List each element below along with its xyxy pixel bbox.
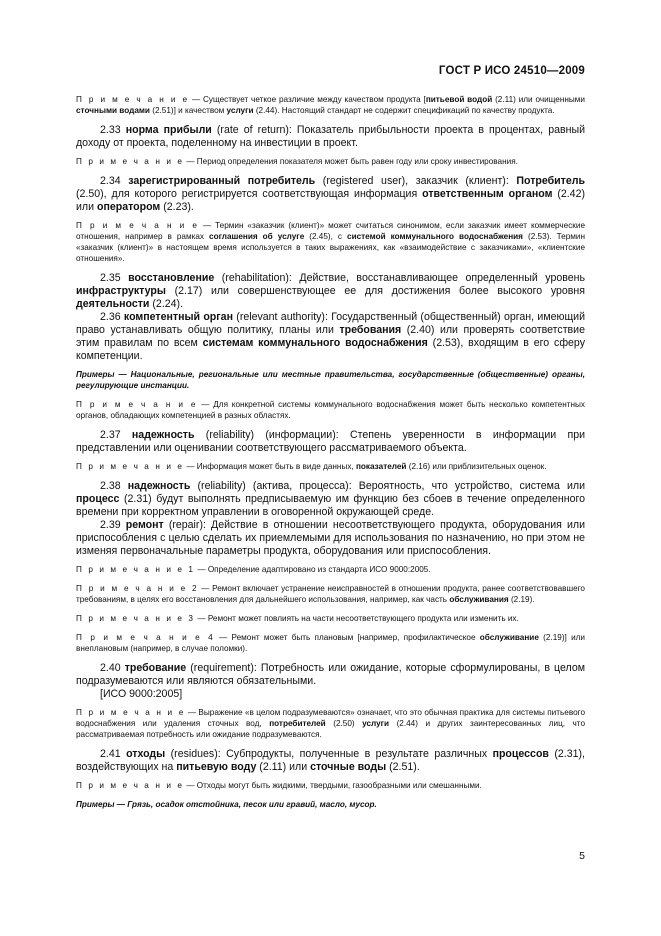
text-run: — Отходы могут быть жидкими, твердыми, газообразными или смешанными. — [184, 781, 482, 790]
text-run: (registered user), заказчик (клиент): — [315, 175, 517, 187]
term-definition — [76, 519, 585, 558]
text-run: (2.51)] и качеством — [149, 106, 227, 115]
note-paragraph — [76, 156, 585, 167]
text-run: — Ремонт может повлиять на части несоответствующего продукта или изменить их. — [195, 614, 519, 623]
bold-term: ответственным органом — [422, 188, 553, 200]
term-definition — [76, 124, 585, 150]
term-definition — [76, 662, 585, 688]
bold-term: обслуживания — [449, 595, 509, 604]
text-run: — Период определения показателя может быть равен году или сроку инвестирования. — [184, 157, 518, 166]
bold-term: отходы — [126, 748, 166, 760]
bold-term: услуги — [362, 719, 390, 728]
bold-term: процессов — [492, 748, 549, 760]
text-run: (2.11) или — [256, 761, 311, 773]
note-label: П р и м е ч а н и е 4 — [76, 633, 215, 642]
text-run: (requirement): Потребность или ожидание, которые сформулированы, в целом подразумеваются или являются обязательными. — [76, 662, 586, 687]
note-paragraph — [76, 632, 585, 654]
text-run: 2.33 — [100, 124, 126, 136]
note-paragraph — [76, 94, 585, 116]
term-definition — [76, 748, 585, 774]
text-run: — Определение адаптировано из стандарта ИСО 9000:2005. — [195, 565, 431, 574]
page-number: 5 — [579, 850, 585, 862]
bold-term: сточными водами — [76, 106, 150, 115]
examples-paragraph — [76, 369, 585, 391]
text-run: (2.16) или приблизительных оценок. — [406, 462, 547, 471]
bold-term: оператором — [96, 201, 161, 213]
text-run: (2.45), с — [304, 232, 348, 241]
bold-term: ремонт — [125, 519, 164, 531]
text-run: — Выражение «в целом подразумеваются» означает, что это обычная практика для системы питьевого водоснабжения или удаления сточных вод, — [76, 708, 585, 728]
bold-term: системой коммунального водоснабжения — [347, 232, 523, 241]
note-paragraph — [76, 780, 585, 791]
note-label: П р и м е ч а н и е — [76, 221, 200, 230]
text-run: (2.44) и других заинтересованных лиц, что рассматриваемая потребность или ожидание подразумеваются. — [76, 719, 585, 739]
text-run: (reliability) (актива, процесса): Вероятность, что устройство, система или — [190, 480, 586, 492]
note-paragraph — [76, 220, 585, 264]
term-definition — [76, 311, 585, 363]
bold-term: процесс — [76, 493, 120, 505]
text-run: 2.41 — [100, 748, 127, 760]
text-run: (2.24). — [149, 298, 184, 310]
text-run: 2.34 — [100, 175, 129, 187]
text-run: (residues): Субпродукты, полученные в результате различных — [165, 748, 493, 760]
note-paragraph — [76, 583, 585, 605]
text-run: 2.37 — [100, 429, 132, 441]
note-paragraph — [76, 613, 585, 624]
term-definition — [76, 429, 585, 455]
text-run: — Ремонт может быть плановым [например, профилактическое — [214, 633, 480, 642]
note-paragraph — [76, 461, 585, 472]
note-label: П р и м е ч а н и е — [76, 95, 190, 104]
text-run: (2.19). — [508, 595, 535, 604]
text-run: (rate of return): Показатель прибыльности проекта в процентах, равный доходу от проекта, поделенному на инвестиции в проект. — [76, 124, 586, 149]
text-run: — Ремонт включает устранение неисправностей в отношении продукта, ранее соответствовавшего требованиям, в целях его восстановления для дальнейшего использования, например, как часть — [76, 584, 585, 604]
bold-term: обслуживание — [479, 633, 539, 642]
text-run: (2.42) или — [76, 188, 585, 213]
bold-term: восстановление — [128, 272, 215, 284]
bold-term: питьевой водой — [425, 95, 493, 104]
note-label: П р и м е ч а н и е — [76, 400, 198, 409]
text-run: (2.44). Настоящий стандарт не содержит спецификаций по качеству продукта. — [253, 106, 555, 115]
bold-term: компетентный орган — [123, 311, 233, 323]
bold-term: системам коммунального водоснабжения — [202, 337, 428, 349]
text-run: (rehabilitation): Действие, восстанавливающее определенный уровень — [214, 272, 586, 284]
text-run: (2.19)] или внеплановым (например, в случае поломки). — [76, 633, 585, 653]
text-run: — Существует четкое различие между качеством продукта [ — [189, 95, 426, 104]
text-run: (2.17) или совершенствующее ее для достижения более высокого уровня — [165, 285, 585, 297]
text-run: 2.40 — [100, 662, 125, 674]
text-run: (2.53), входящим в его сферу компетенции. — [76, 337, 586, 362]
term-definition — [76, 272, 585, 311]
note-label: П р и м е ч а н и е — [76, 781, 185, 790]
bold-term: питьевую воду — [176, 761, 257, 773]
text-run: — Термин «заказчик (клиент)» может считаться синонимом, если заказчик имеет коммерческие отношения, например в рамках — [76, 221, 585, 241]
term-definition — [76, 175, 585, 214]
text-run: (2.50) — [325, 719, 363, 728]
bold-term: инфраструктуры — [76, 285, 166, 297]
text-run: 2.38 — [100, 480, 128, 492]
note-label: П р и м е ч а н и е — [76, 708, 186, 717]
note-paragraph — [76, 564, 585, 575]
text-run: 2.35 — [100, 272, 129, 284]
note-label: П р и м е ч а н и е 3 — [76, 614, 196, 623]
term-definition — [76, 480, 585, 519]
text-run: (2.51). — [386, 761, 420, 773]
note-paragraph — [76, 399, 585, 421]
text-run: (reliability) (информации): Степень уверенности в информации при представлении или оценивании соответствующего рассматриваемого объекта. — [76, 429, 585, 454]
bold-term: требования — [339, 324, 402, 336]
text-run: (2.40) или проверять соответствие этим правилам по всем — [76, 324, 585, 349]
text-run: (2.50), для которого регистрируется соответствующая информация — [76, 188, 423, 200]
text-run: [ИСО 9000:2005] — [100, 688, 183, 700]
note-label: П р и м е ч а н и е 2 — [76, 584, 199, 593]
text-run: (2.23). — [160, 201, 194, 213]
bold-term: норма прибыли — [125, 124, 212, 136]
note-paragraph — [76, 707, 585, 740]
bold-term: надежность — [131, 429, 195, 441]
text-run: (2.31) будут выполнять предписываемую им функцию без сбоев в течение определенного времени при корректном управлении в оговоренной окружающей среде. — [76, 493, 585, 518]
text-run: (2.11) или очищенными — [492, 95, 585, 104]
text-run: 2.36 — [100, 311, 124, 323]
text-run: 2.39 — [100, 519, 126, 531]
text-run: — Информация может быть в виде данных, — [184, 462, 356, 471]
bold-term: соглашения об услуге — [209, 232, 305, 241]
examples-paragraph — [76, 799, 585, 810]
document-body — [76, 94, 585, 818]
bold-term: потребителей — [269, 719, 326, 728]
text-run: (2.31), воздействующих на — [76, 748, 585, 773]
bold-term: надежность — [127, 480, 191, 492]
bold-term: деятельности — [76, 298, 150, 310]
text-run: (2.53). Термин «заказчик (клиент)» в настоящем время используется в таких выражениях, как «взаимодействие с заказчиками», «клиентские отношения». — [76, 232, 586, 263]
bold-term: зарегистрированный потребитель — [128, 175, 316, 187]
bold-term: показателей — [355, 462, 407, 471]
text-run: (repair): Действие в отношении несоответствующего продукта, оборудования или приспособления с целью сделать их приемлемыми для использования по назначению, но при этом не изменяя первоначальные параметры продукта, оборудования или приспособления. — [76, 519, 585, 557]
note-label: П р и м е ч а н и е 1 — [76, 565, 196, 574]
bold-term: сточные воды — [310, 761, 387, 773]
bold-term: требование — [124, 662, 187, 674]
text-run: — Для конкретной системы коммунального водоснабжения может быть несколько компетентных органов, обладающих компетенцией в разных областях. — [76, 400, 585, 420]
note-label: П р и м е ч а н и е — [76, 462, 185, 471]
bold-term: услуги — [226, 106, 254, 115]
bold-term: Потребитель — [516, 175, 586, 187]
text-run: (relevant authority): Государственный (общественный) орган, имеющий право устанавливать общую политику, планы или — [76, 311, 585, 336]
text-run: Примеры — Грязь, осадок отстойника, песок или гравий, масло, мусор. — [76, 800, 377, 809]
standard-header: ГОСТ Р ИСО 24510—2009 — [438, 65, 585, 77]
text-run: Примеры — Национальные, региональные или местные правительства, государственные (общественные) органы, регулирующие инстанции. — [76, 370, 585, 390]
reference-line — [76, 688, 585, 701]
note-label: П р и м е ч а н и е — [76, 157, 185, 166]
